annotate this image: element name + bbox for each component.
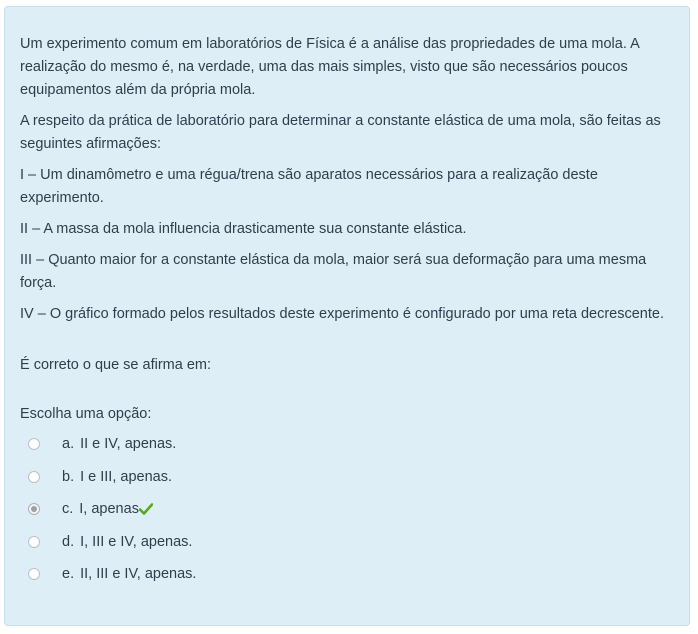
option-label: I e III, apenas. [80, 468, 172, 485]
answer-option-b[interactable] [20, 461, 673, 494]
option-letter: b. [62, 468, 75, 485]
option-label: I, apenas [79, 501, 139, 518]
answer-option-c[interactable] [20, 493, 673, 526]
question-card [4, 6, 690, 626]
question-paragraph-2: A respeito da prática de laboratório para determinar a constante elástica de uma mola, são feitas as seguintes afirmações: [20, 113, 661, 152]
option-letter: e. [62, 566, 75, 583]
statement-4: IV – O gráfico formado pelos resultados deste experimento é configurado por uma reta decrescente. [20, 306, 664, 322]
answer-option-a[interactable] [20, 428, 673, 461]
choose-option-prompt: Escolha uma opção: [20, 406, 152, 422]
answer-option-e[interactable] [20, 558, 673, 591]
option-label: I, III e IV, apenas. [80, 533, 193, 550]
statement-1: I – Um dinamômetro e uma régua/trena são aparatos necessários para a realização deste experimento. [20, 167, 598, 206]
radio-button-d[interactable] [28, 536, 40, 548]
check-icon [139, 503, 153, 515]
option-label: II e IV, apenas. [80, 436, 177, 453]
question-text: É correto o que se afirma em: [20, 357, 211, 373]
radio-button-c[interactable] [28, 503, 40, 515]
radio-button-a[interactable] [28, 438, 40, 450]
option-letter: c. [62, 501, 74, 518]
option-letter: a. [62, 436, 75, 453]
statement-2: II – A massa da mola influencia drasticamente sua constante elástica. [20, 221, 467, 237]
question-paragraph-1: Um experimento comum em laboratórios de Física é a análise das propriedades de uma mola. A realização do mesmo é, na verdade, uma das mais simples, visto que são necessários poucos equipamentos além da própria mola. [20, 36, 639, 98]
answer-options [20, 428, 673, 591]
answer-option-d[interactable] [20, 526, 673, 559]
option-label: II, III e IV, apenas. [80, 566, 197, 583]
radio-button-b[interactable] [28, 471, 40, 483]
statement-3: III – Quanto maior for a constante elástica da mola, maior será sua deformação para uma mesma força. [20, 252, 647, 291]
radio-button-e[interactable] [28, 568, 40, 580]
option-letter: d. [62, 533, 75, 550]
